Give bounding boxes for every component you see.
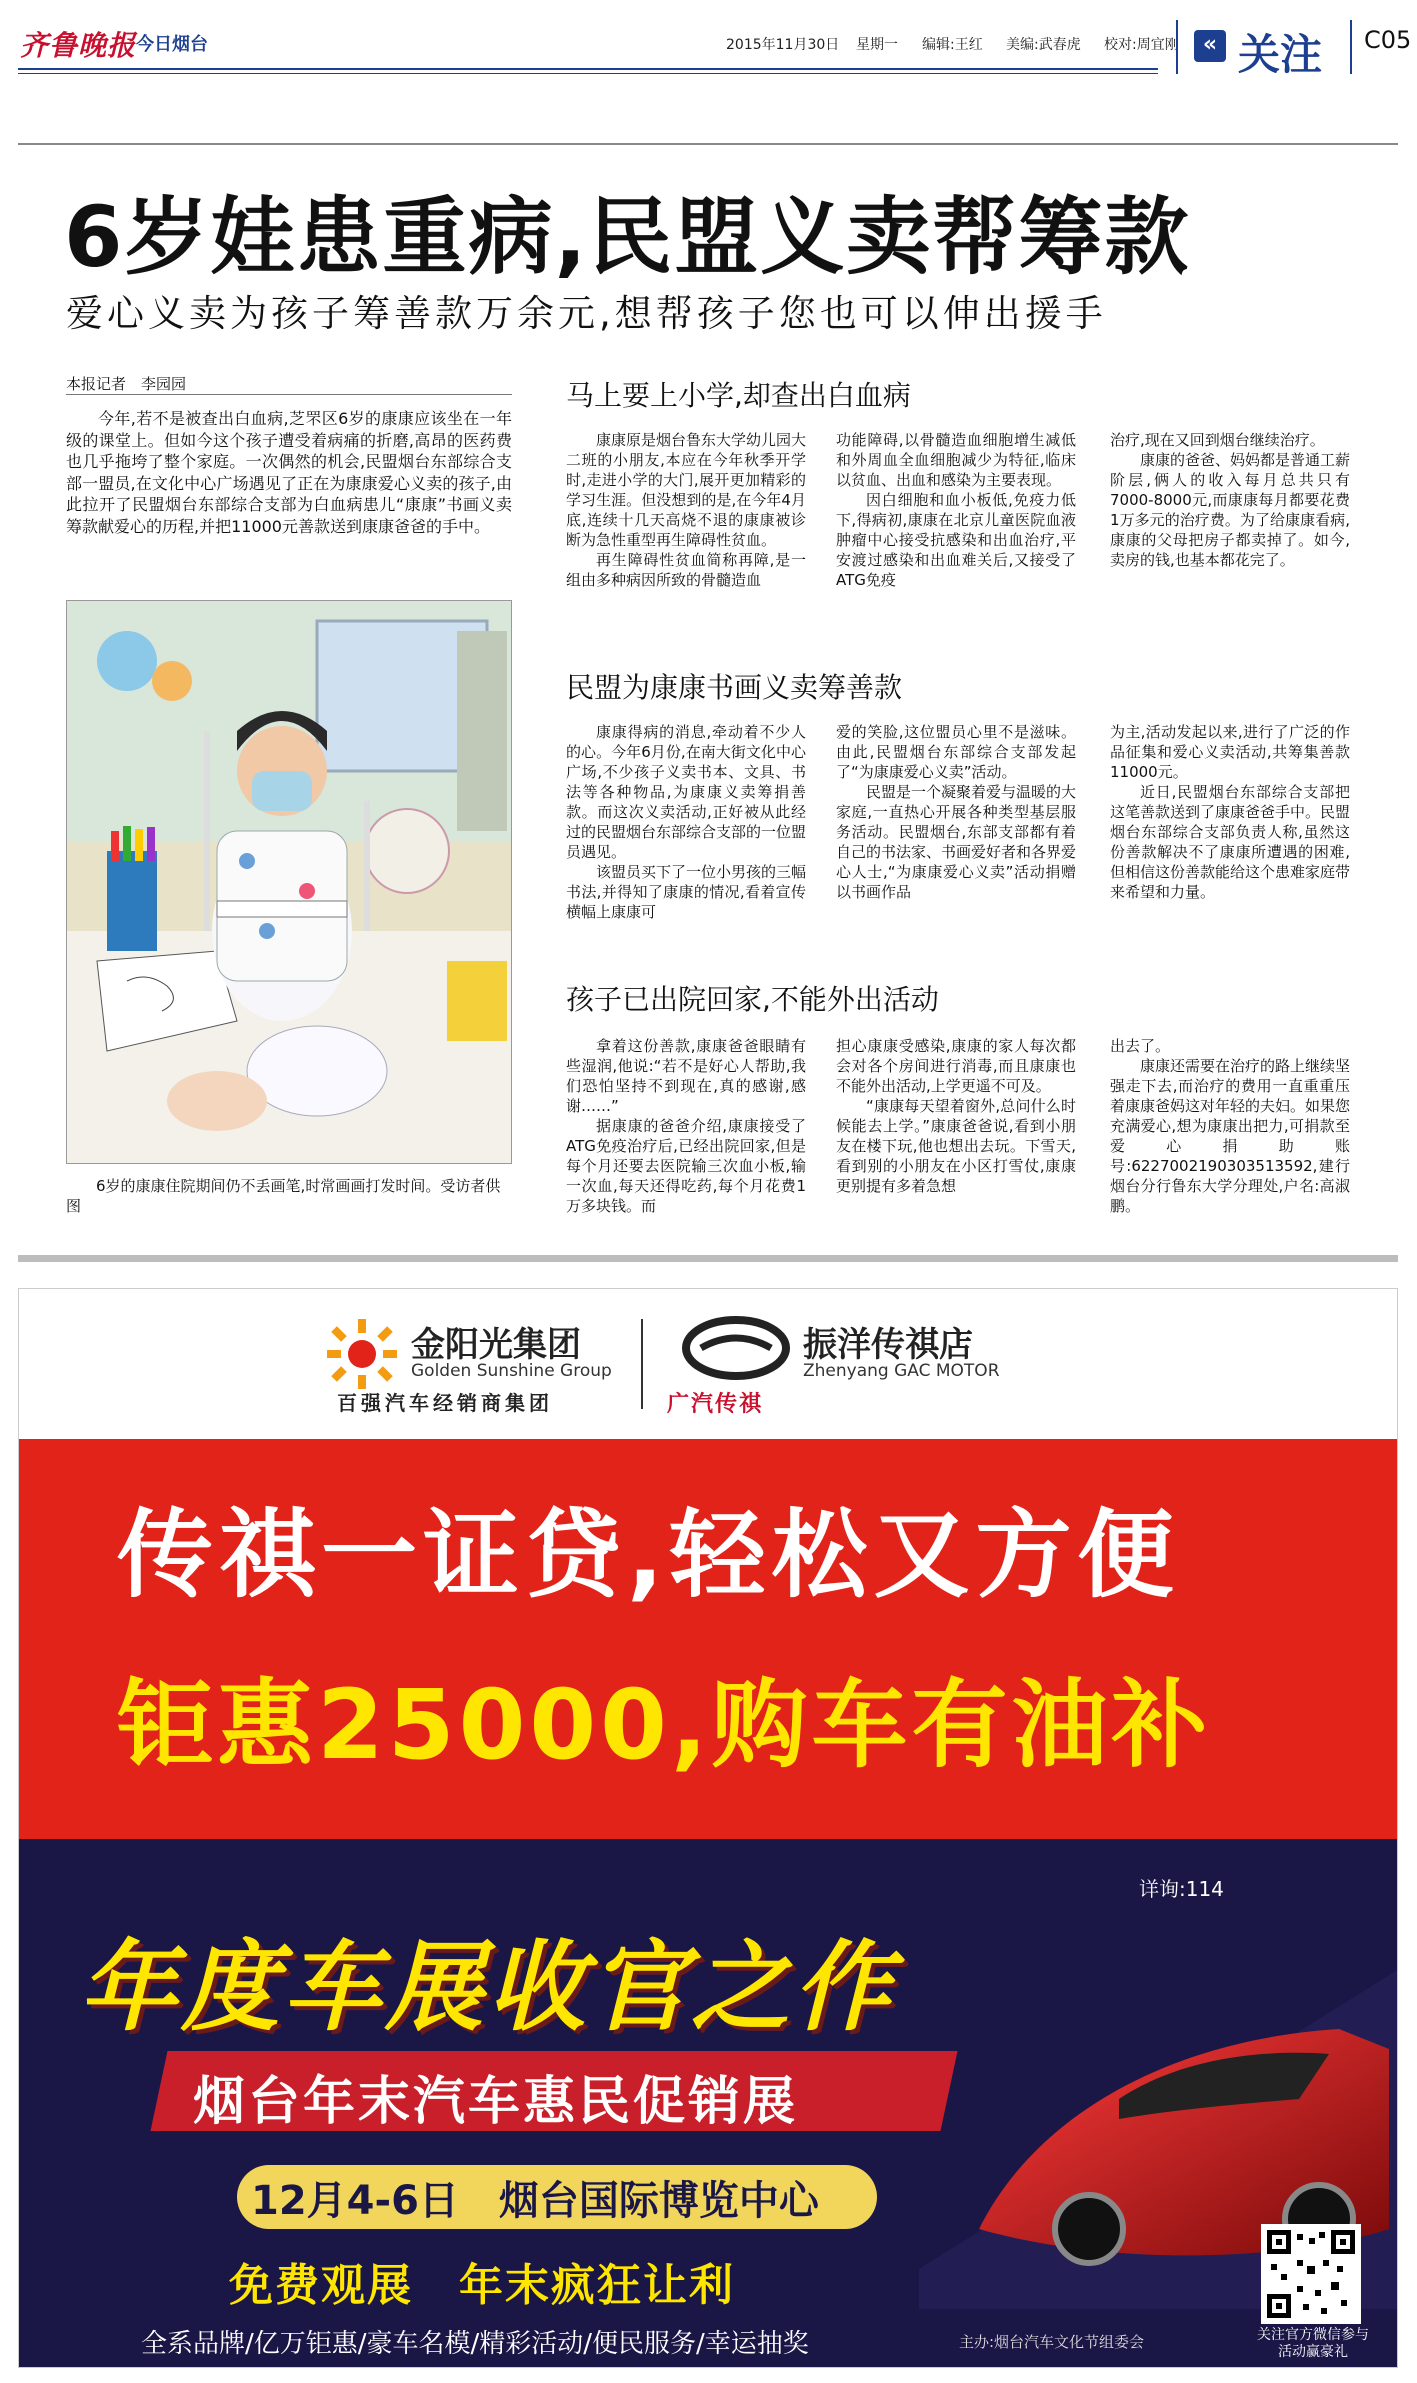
group-english-name: Golden Sunshine Group xyxy=(411,1361,612,1381)
byline-rule xyxy=(66,394,512,395)
photo-caption: 6岁的康康住院期间仍不丢画笔,时常画画打发时间。受访者供图 xyxy=(66,1177,501,1215)
masthead xyxy=(18,18,1412,79)
brand-divider xyxy=(641,1319,643,1409)
byline: 本报记者 李园园 xyxy=(66,375,187,393)
sun-logo-icon xyxy=(325,1317,399,1391)
expo-title: 烟台年末汽车惠民促销展 xyxy=(193,2072,799,2132)
paragraph: 因白细胞和血小板低,免疫力低下,得病初,康康在北京儿童医院血液肿瘤中心接受抗感染和出血治疗,平安渡过感染和出血难关后,又接受了ATG免疫 xyxy=(836,491,1076,589)
article-photo xyxy=(66,600,512,1164)
auto-show-panel xyxy=(19,1839,1398,2368)
column-tag xyxy=(1176,20,1352,79)
headline: 6岁娃患重病,民盟义卖帮筹款 xyxy=(64,188,1191,286)
group-name: 金阳光集团 xyxy=(411,1325,581,1365)
section1-column-1 xyxy=(566,430,806,590)
header-rule xyxy=(18,68,1158,70)
art-editor-credit: 美编:武春虎 xyxy=(1006,37,1081,53)
date-venue: 12月4-6日 烟台国际博览中心 xyxy=(251,2178,819,2224)
paragraph: 担心康康受感染,康康的家人每次都会对各个房间进行消毒,而且康康也不能外出活动,上学更遥不可及。 xyxy=(836,1037,1076,1095)
paragraph: 出去了。 xyxy=(1110,1037,1171,1055)
paragraph: 爱的笑脸,这位盟员心里不是滋味。由此,民盟烟台东部综合支部发起了“为康康爱心义卖”活动。 xyxy=(836,723,1076,781)
advertisement xyxy=(18,1288,1398,2368)
header-rule-thin xyxy=(18,73,1158,74)
dealer-english-name: Zhenyang GAC MOTOR xyxy=(803,1361,1000,1381)
free-admission-text: 免费观展 年末疯狂让利 xyxy=(229,2260,735,2311)
qr-caption: 关注官方微信参与活动赢豪礼 xyxy=(1257,2327,1369,2360)
paragraph: 为主,活动发起以来,进行了广泛的作品征集和爱心义卖活动,共筹集善款11000元。 xyxy=(1110,723,1350,781)
editor-credit: 编辑:王红 xyxy=(922,37,983,53)
section-title-2: 民盟为康康书画义卖筹善款 xyxy=(566,671,903,704)
paragraph: 据康康的爸爸介绍,康康接受了ATG免疫治疗后,已经出院回家,但是每个月还要去医院输三次血小板,输一次血,每天还得吃药,每个月花费1万多块钱。而 xyxy=(566,1117,806,1215)
paragraph: 康康原是烟台鲁东大学幼儿园大二班的小朋友,本应在今年秋季开学时,走进小学的大门,展开更加精彩的学习生涯。但没想到的是,在今年4月底,连续十几天高烧不退的康康被诊断为急性重型再生障碍性贫血。 xyxy=(566,431,807,549)
proofreader-credit: 校对:周宜刚 xyxy=(1104,37,1179,53)
ad-contact: 详询:114 xyxy=(1139,1877,1224,1901)
hospital-child-drawing-image xyxy=(67,601,512,1164)
double-chevron-icon: « xyxy=(1194,30,1226,62)
paragraph: 近日,民盟烟台东部综合支部把这笔善款送到了康康爸爸手中。民盟烟台东部综合支部负责人称,虽然这份善款解决不了康康所遭遇的困难,但相信这份善款能给这个患难家庭带来希望和力量。 xyxy=(1110,783,1351,901)
paragraph: 民盟是一个凝聚着爱与温暖的大家庭,一直热心开展各种类型基层服务活动。民盟烟台,东部支部都有着自己的书法家、书画爱好者和各界爱心人士,“为康康爱心义卖”活动捐赠以书画作品 xyxy=(836,783,1077,901)
section-title-1: 马上要上小学,却查出白血病 xyxy=(566,379,911,412)
ad-brand-bar xyxy=(19,1289,1398,1439)
page-number: C05 xyxy=(1364,26,1412,54)
section2-column-2 xyxy=(836,722,1076,902)
section2-column-1 xyxy=(566,722,806,922)
services-list: 全系品牌/亿万钜惠/豪车名模/精彩活动/便民服务/幸运抽奖 xyxy=(141,2329,809,2359)
organizer: 主办:烟台汽车文化节组委会 xyxy=(959,2333,1145,2351)
section3-column-1 xyxy=(566,1036,806,1216)
section3-column-3 xyxy=(1110,1036,1350,1216)
paragraph: 康康的爸爸、妈妈都是普通工薪阶层,俩人的收入每月总共只有7000-8000元,而康康每月都要花费1万多元的治疗费。为了给康康看病,康康的父母把房子都卖掉了。如今,卖房的钱,也基本都花完了。 xyxy=(1110,451,1351,569)
issue-date: 2015年11月30日 xyxy=(726,37,840,53)
paragraph: 拿着这份善款,康康爸爸眼睛有些湿润,他说:“若不是好心人帮助,我们恐怕坚持不到现在,真的感谢,感谢……” xyxy=(566,1037,806,1115)
paragraph: 再生障碍性贫血简称再障,是一组由多种病因所致的骨髓造血 xyxy=(566,551,806,589)
section1-column-2 xyxy=(836,430,1076,590)
ad-slogan-panel xyxy=(19,1439,1398,1839)
subheadline: 爱心义卖为孩子筹善款万余元,想帮孩子您也可以伸出援手 xyxy=(66,292,1107,335)
column-tag-label: 关注 xyxy=(1238,30,1323,79)
ad-slogan-line-1: 传祺一证贷,轻松又方便 xyxy=(117,1499,1180,1611)
paragraph: 治疗,现在又回到烟台继续治疗。 xyxy=(1110,431,1325,449)
qr-code-icon xyxy=(1261,2224,1361,2324)
paragraph: 功能障碍,以骨髓造血细胞增生减低和外周血全血细胞减少为特征,临床以贫血、出血和感染为主要表现。 xyxy=(836,431,1076,489)
issue-weekday: 星期一 xyxy=(856,37,898,53)
section2-column-3 xyxy=(1110,722,1350,902)
intro-paragraph: 今年,若不是被查出白血病,芝罘区6岁的康康应该坐在一年级的课堂上。但如今这个孩子遭受着病痛的折磨,高昂的医药费也几乎拖垮了整个家庭。一次偶然的机会,民盟烟台东部综合支部一盟员,在文化中心广场遇见了正在为康康爱心义卖的孩子,由此拉开了民盟烟台东部综合支部为白血病患儿“康康”书画义卖筹款献爱心的历程,并把11000元善款送到康康爸爸的手中。 xyxy=(66,409,512,536)
top-divider xyxy=(18,143,1398,145)
ad-slogan-line-2: 钜惠25000,购车有油补 xyxy=(117,1669,1212,1781)
paragraph: 该盟员买下了一位小男孩的三幅书法,并得知了康康的情况,看着宣传横幅上康康可 xyxy=(566,863,807,921)
section1-column-3 xyxy=(1110,430,1350,570)
ad-divider-bar xyxy=(18,1255,1398,1262)
newspaper-logo: 齐鲁晚报 xyxy=(20,29,137,62)
paragraph: “康康每天望着窗外,总问什么时候能去上学。”康康爸爸说,看到小朋友在楼下玩,他也想出去玩。下雪天,看到别的小朋友在小区打雪仗,康康更别提有多着急想 xyxy=(836,1097,1076,1195)
paragraph: 康康得病的消息,牵动着不少人的心。今年6月份,在南大街文化中心广场,不少孩子义卖书本、文具、书法等各种物品,为康康义卖筹捐善款。而这次义卖活动,正好被从此经过的民盟烟台东部综合支部的一位盟员遇见。 xyxy=(566,723,807,861)
gac-logo-icon xyxy=(681,1315,791,1381)
section-name: 今日烟台 xyxy=(136,34,208,55)
auto-show-title: 年度车展收官之作 xyxy=(79,1931,896,2045)
section-title-3: 孩子已出院回家,不能外出活动 xyxy=(566,983,939,1016)
paragraph: 康康还需要在治疗的路上继续坚强走下去,而治疗的费用一直重重压着康康爸妈这对年轻的夫妇。如果您充满爱心,想为康康出把力,可捐款至爱心捐助账号:6227002190303513592,建行烟台分行鲁东大学分理处,户名:高淑鹏。 xyxy=(1110,1057,1351,1215)
group-subtitle: 百强汽车经销商集团 xyxy=(337,1391,553,1415)
dealer-name: 振洋传祺店 xyxy=(803,1325,973,1365)
section3-column-2 xyxy=(836,1036,1076,1196)
dealer-brand: 广汽传祺 xyxy=(667,1392,764,1417)
